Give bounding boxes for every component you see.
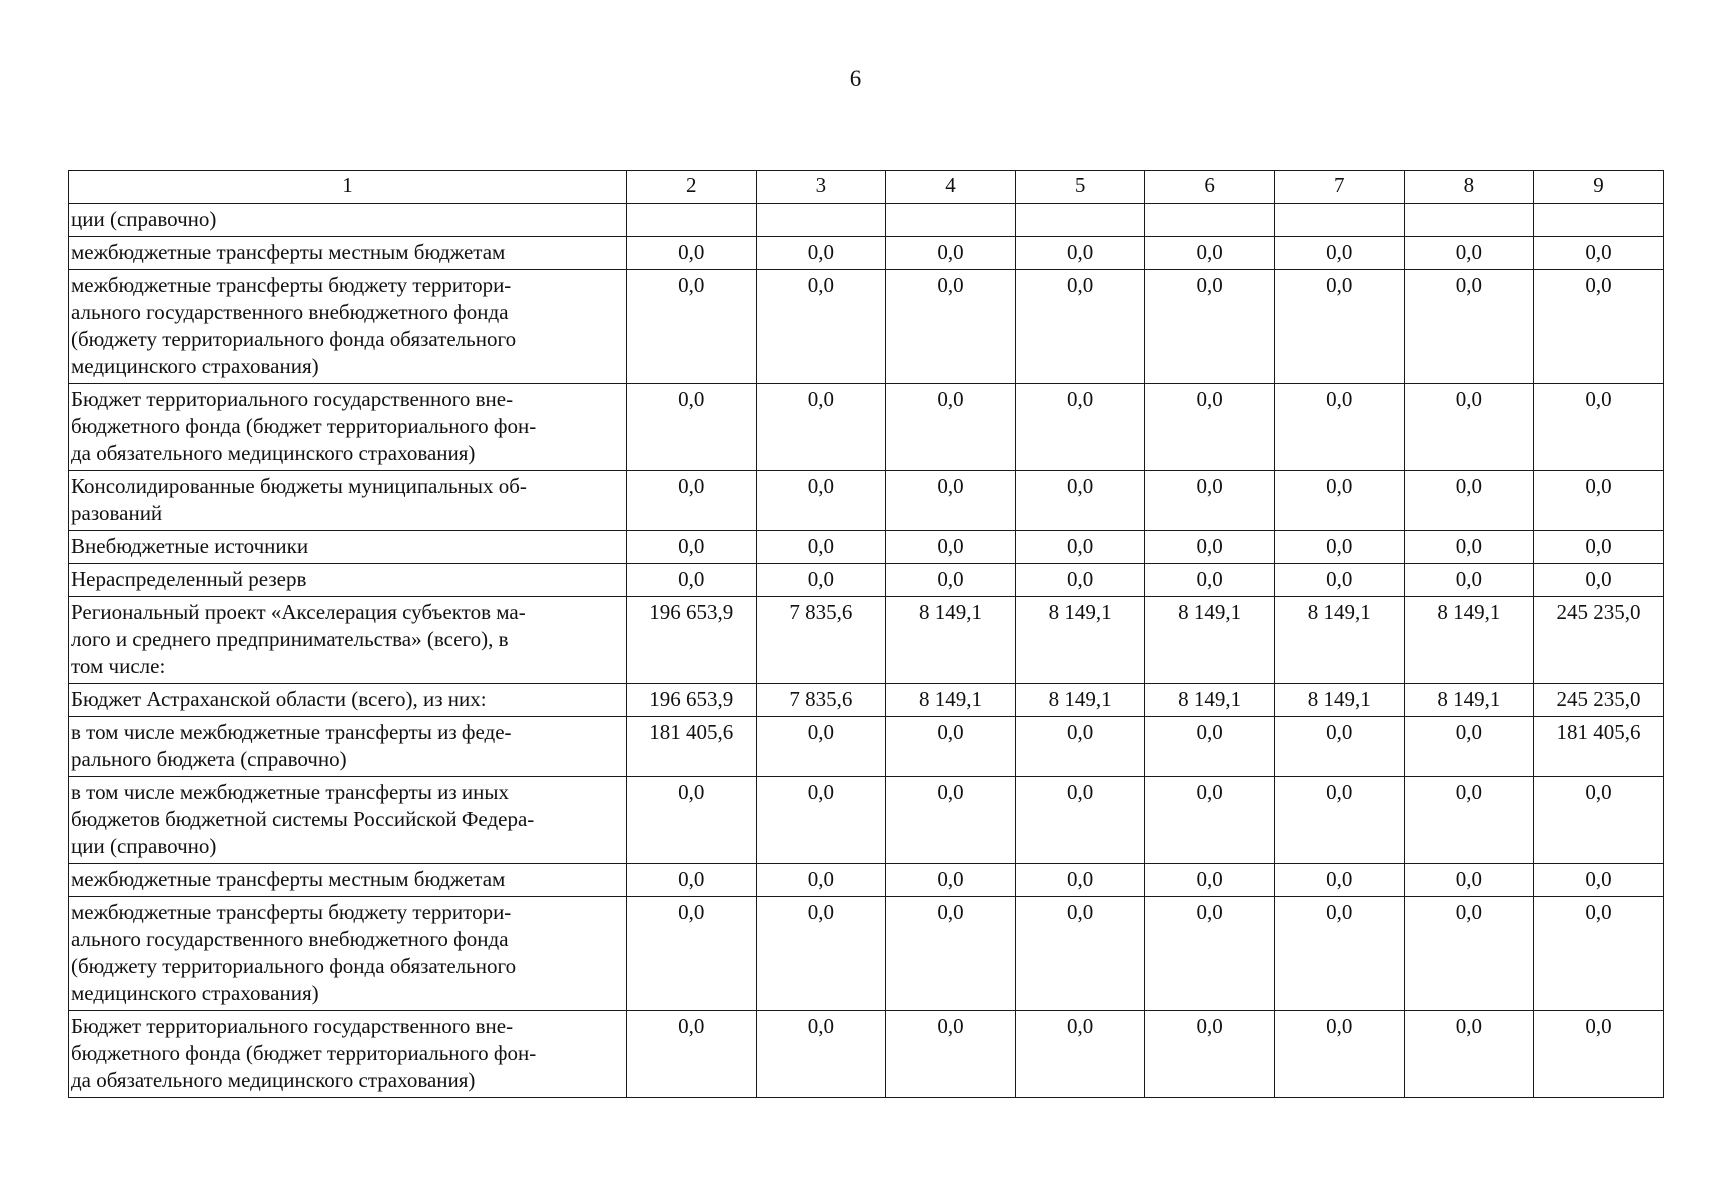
value-cell: 0,0	[1274, 1011, 1404, 1098]
value-cell: 0,0	[1015, 777, 1145, 864]
budget-table	[68, 170, 1664, 1098]
value-cell	[886, 204, 1016, 237]
table-row	[69, 204, 1664, 237]
value-cell: 0,0	[886, 531, 1016, 564]
value-cell: 196 653,9	[627, 597, 757, 684]
value-cell: 0,0	[886, 1011, 1016, 1098]
value-cell: 0,0	[627, 777, 757, 864]
value-cell: 0,0	[1274, 237, 1404, 270]
value-cell: 8 149,1	[1015, 597, 1145, 684]
table-row	[69, 471, 1664, 531]
value-cell: 0,0	[1274, 471, 1404, 531]
row-label: Бюджет территориального государственного вне- бюджетного фонда (бюджет территориального фон- да обязательного медицинского страхования)	[69, 384, 627, 471]
value-cell: 8 149,1	[1015, 684, 1145, 717]
value-cell: 0,0	[1534, 270, 1664, 384]
table-row	[69, 237, 1664, 270]
value-cell: 0,0	[886, 564, 1016, 597]
value-cell: 0,0	[627, 471, 757, 531]
value-cell: 0,0	[627, 384, 757, 471]
value-cell	[1015, 204, 1145, 237]
value-cell: 8 149,1	[1404, 684, 1534, 717]
value-cell: 0,0	[886, 384, 1016, 471]
value-cell: 0,0	[756, 564, 886, 597]
value-cell: 0,0	[1534, 777, 1664, 864]
value-cell: 0,0	[1145, 531, 1275, 564]
value-cell: 8 149,1	[1145, 684, 1275, 717]
value-cell	[627, 204, 757, 237]
column-number-row	[69, 171, 1664, 204]
value-cell: 0,0	[1404, 1011, 1534, 1098]
value-cell: 8 149,1	[886, 684, 1016, 717]
value-cell: 0,0	[1404, 717, 1534, 777]
table-row	[69, 597, 1664, 684]
value-cell: 0,0	[627, 564, 757, 597]
value-cell: 0,0	[1274, 384, 1404, 471]
value-cell: 0,0	[886, 897, 1016, 1011]
row-label: в том числе межбюджетные трансферты из иных бюджетов бюджетной системы Российской Федера- ции (справочно)	[69, 777, 627, 864]
value-cell: 0,0	[1404, 471, 1534, 531]
row-label: межбюджетные трансферты бюджету территори- ального государственного внебюджетного фонда (бюджету территориального фонда обязательного медицинского страхования)	[69, 897, 627, 1011]
value-cell: 0,0	[756, 384, 886, 471]
value-cell: 0,0	[1145, 564, 1275, 597]
column-header: 5	[1015, 171, 1145, 204]
value-cell: 0,0	[1145, 777, 1275, 864]
value-cell: 0,0	[1534, 564, 1664, 597]
column-header: 9	[1534, 171, 1664, 204]
value-cell: 0,0	[886, 717, 1016, 777]
value-cell: 0,0	[1404, 531, 1534, 564]
value-cell: 0,0	[1274, 897, 1404, 1011]
value-cell: 0,0	[1145, 384, 1275, 471]
value-cell: 0,0	[627, 237, 757, 270]
column-header: 3	[756, 171, 886, 204]
value-cell: 0,0	[627, 864, 757, 897]
value-cell: 0,0	[1274, 564, 1404, 597]
page-number: 6	[849, 66, 862, 91]
table-row	[69, 384, 1664, 471]
value-cell: 0,0	[1404, 777, 1534, 864]
table-row	[69, 864, 1664, 897]
value-cell: 0,0	[1534, 237, 1664, 270]
value-cell: 8 149,1	[886, 597, 1016, 684]
value-cell: 181 405,6	[1534, 717, 1664, 777]
value-cell: 181 405,6	[627, 717, 757, 777]
table-row	[69, 531, 1664, 564]
value-cell: 0,0	[756, 237, 886, 270]
value-cell: 0,0	[1015, 897, 1145, 1011]
value-cell: 0,0	[1534, 1011, 1664, 1098]
value-cell	[1274, 204, 1404, 237]
value-cell: 0,0	[1145, 897, 1275, 1011]
value-cell: 0,0	[1145, 237, 1275, 270]
value-cell: 0,0	[1274, 864, 1404, 897]
value-cell: 0,0	[756, 270, 886, 384]
row-label: Бюджет Астраханской области (всего), из них:	[69, 684, 627, 717]
value-cell: 196 653,9	[627, 684, 757, 717]
row-label: Бюджет территориального государственного вне- бюджетного фонда (бюджет территориального фон- да обязательного медицинского страхования)	[69, 1011, 627, 1098]
value-cell: 245 235,0	[1534, 684, 1664, 717]
value-cell: 0,0	[1015, 471, 1145, 531]
value-cell: 7 835,6	[756, 684, 886, 717]
value-cell: 0,0	[1404, 270, 1534, 384]
row-label: Региональный проект «Акселерация субъектов ма- лого и среднего предпринимательства» (всего), в том числе:	[69, 597, 627, 684]
value-cell: 0,0	[756, 531, 886, 564]
value-cell: 0,0	[1015, 237, 1145, 270]
value-cell: 0,0	[1404, 564, 1534, 597]
value-cell: 0,0	[1015, 384, 1145, 471]
value-cell: 0,0	[756, 471, 886, 531]
value-cell: 0,0	[1534, 471, 1664, 531]
column-header: 1	[69, 171, 627, 204]
value-cell: 0,0	[886, 777, 1016, 864]
value-cell	[1145, 204, 1275, 237]
row-label: в том числе межбюджетные трансферты из феде- рального бюджета (справочно)	[69, 717, 627, 777]
value-cell: 0,0	[886, 864, 1016, 897]
value-cell: 0,0	[1534, 384, 1664, 471]
value-cell: 8 149,1	[1274, 684, 1404, 717]
value-cell: 0,0	[627, 531, 757, 564]
value-cell: 0,0	[756, 1011, 886, 1098]
row-label: межбюджетные трансферты местным бюджетам	[69, 237, 627, 270]
value-cell: 0,0	[1015, 717, 1145, 777]
value-cell	[756, 204, 886, 237]
value-cell: 0,0	[1534, 897, 1664, 1011]
value-cell: 0,0	[627, 897, 757, 1011]
column-header: 7	[1274, 171, 1404, 204]
value-cell: 0,0	[1404, 237, 1534, 270]
value-cell: 8 149,1	[1274, 597, 1404, 684]
value-cell: 0,0	[756, 864, 886, 897]
value-cell: 0,0	[1015, 1011, 1145, 1098]
value-cell: 8 149,1	[1145, 597, 1275, 684]
table-row	[69, 564, 1664, 597]
value-cell: 0,0	[1274, 717, 1404, 777]
value-cell: 0,0	[1145, 270, 1275, 384]
table-row	[69, 270, 1664, 384]
row-label: ции (справочно)	[69, 204, 627, 237]
row-label: межбюджетные трансферты бюджету территори- ального государственного внебюджетного фонда (бюджету территориального фонда обязательного медицинского страхования)	[69, 270, 627, 384]
value-cell: 0,0	[886, 270, 1016, 384]
value-cell: 0,0	[1145, 471, 1275, 531]
value-cell: 0,0	[1404, 897, 1534, 1011]
table-row	[69, 777, 1664, 864]
value-cell: 0,0	[1145, 717, 1275, 777]
column-header: 2	[627, 171, 757, 204]
value-cell: 0,0	[1015, 531, 1145, 564]
value-cell: 0,0	[1274, 531, 1404, 564]
value-cell: 0,0	[1534, 864, 1664, 897]
table-row	[69, 684, 1664, 717]
value-cell: 0,0	[886, 471, 1016, 531]
value-cell: 7 835,6	[756, 597, 886, 684]
column-header: 8	[1404, 171, 1534, 204]
table-body	[69, 204, 1664, 1098]
table-row	[69, 717, 1664, 777]
value-cell	[1534, 204, 1664, 237]
value-cell: 245 235,0	[1534, 597, 1664, 684]
column-header: 4	[886, 171, 1016, 204]
value-cell: 0,0	[1534, 531, 1664, 564]
value-cell: 0,0	[1404, 864, 1534, 897]
value-cell: 0,0	[756, 717, 886, 777]
value-cell: 0,0	[1015, 864, 1145, 897]
row-label: Внебюджетные источники	[69, 531, 627, 564]
value-cell: 0,0	[1274, 777, 1404, 864]
value-cell: 0,0	[756, 777, 886, 864]
value-cell: 8 149,1	[1404, 597, 1534, 684]
value-cell: 0,0	[1015, 564, 1145, 597]
value-cell: 0,0	[1274, 270, 1404, 384]
value-cell: 0,0	[1145, 864, 1275, 897]
value-cell: 0,0	[1404, 384, 1534, 471]
row-label: Нераспределенный резерв	[69, 564, 627, 597]
value-cell	[1404, 204, 1534, 237]
row-label: межбюджетные трансферты местным бюджетам	[69, 864, 627, 897]
row-label: Консолидированные бюджеты муниципальных об- разований	[69, 471, 627, 531]
value-cell: 0,0	[1145, 1011, 1275, 1098]
value-cell: 0,0	[627, 1011, 757, 1098]
value-cell: 0,0	[627, 270, 757, 384]
value-cell: 0,0	[886, 237, 1016, 270]
table-row	[69, 1011, 1664, 1098]
column-header: 6	[1145, 171, 1275, 204]
value-cell: 0,0	[756, 897, 886, 1011]
table-row	[69, 897, 1664, 1011]
value-cell: 0,0	[1015, 270, 1145, 384]
